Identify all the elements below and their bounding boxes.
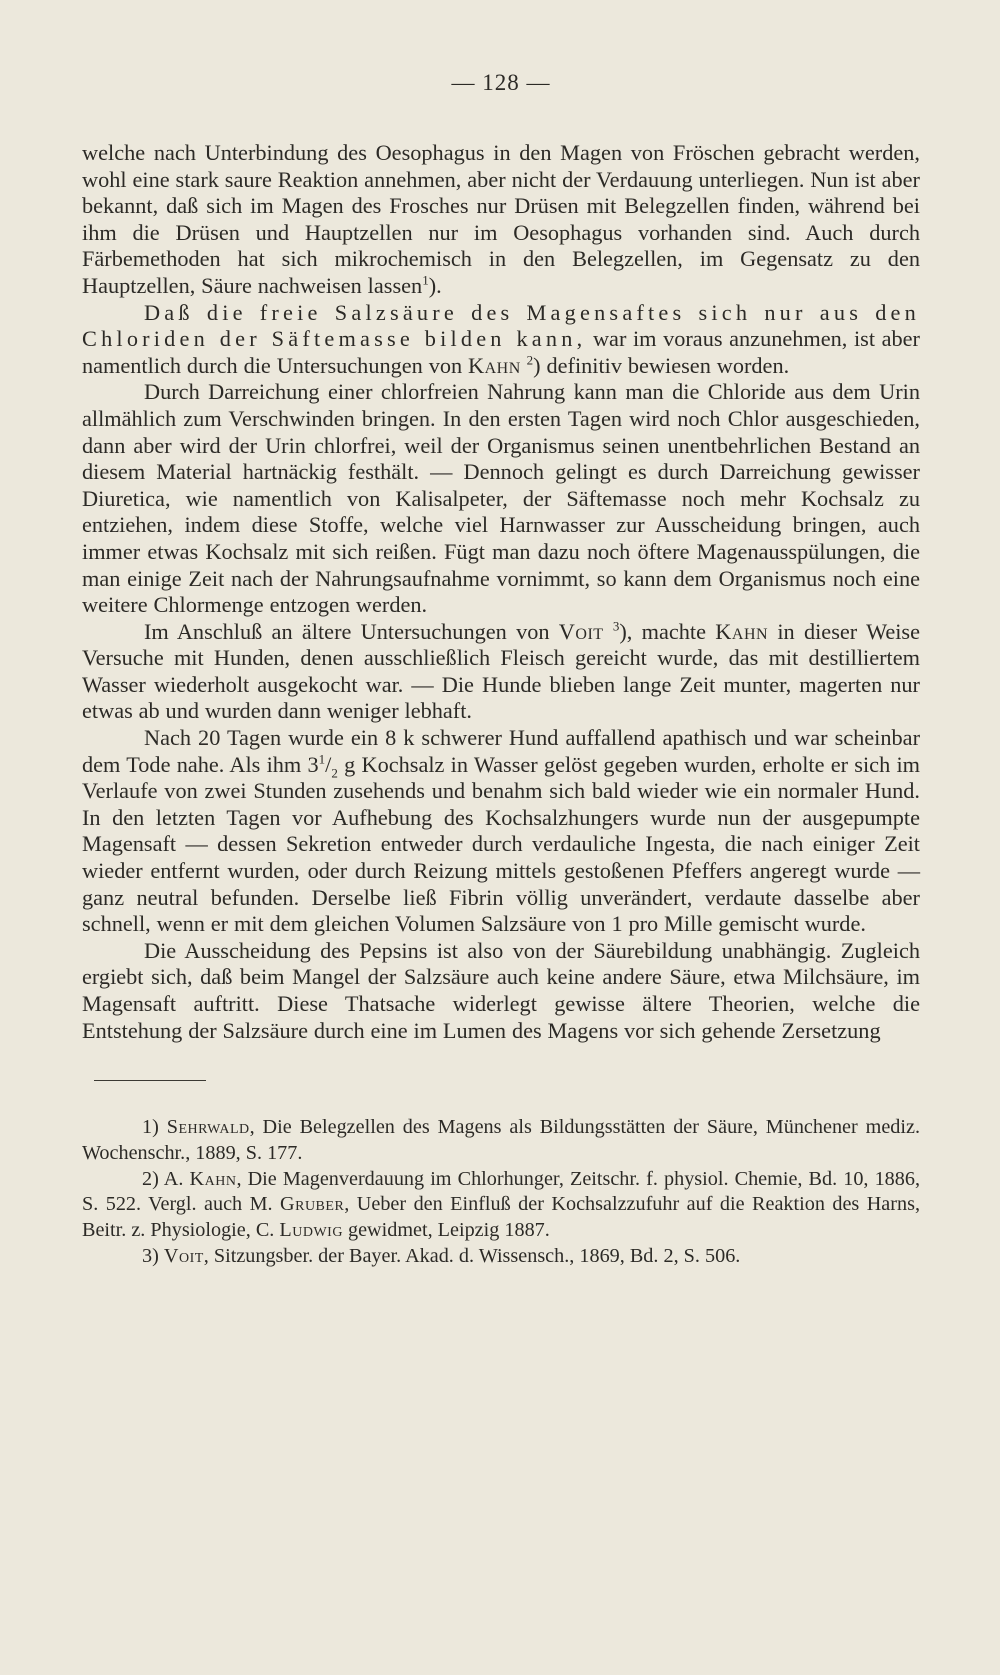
author-name: Kahn [468,352,521,378]
text-run: ), machte [619,618,716,644]
text-run: Im Anschluß an ältere Untersuchungen von [144,618,559,644]
footnote-separator [94,1080,206,1081]
footnote [82,1244,920,1270]
text-run: , Sitzungsber. der Bayer. Akad. d. Wissensch., 1869, Bd. 2, S. 506. [203,1244,741,1267]
footnote [82,1167,920,1244]
text-run: Nach 20 Tagen wurde ein 8 k schwerer Hund auffallend apathisch und war scheinbar dem Tode nahe. Als ihm 3 [82,725,920,777]
page-number-text: — 128 — [451,70,551,95]
text-run: Die Ausscheidung des Pepsins ist also von der Säurebildung unabhängig. Zugleich ergiebt sich, daß beim Mangel der Salzsäure auch keine andere Säure, etwa Milchsäure, im Magensaft auftritt. Diese Thatsache widerlegt gewisse ältere Theorien, welche die Entstehung der Salzsäure durch eine im Lumen des Magens vor sich gehende Zersetzung [82,937,920,1043]
paragraph [82,938,920,1044]
paragraph [82,140,920,300]
superscript: 2 [526,352,534,368]
superscript: 1 [422,272,429,288]
footnotes [82,1115,920,1269]
author-name: Gruber [280,1193,345,1216]
text-run [604,619,613,644]
page-number [82,70,920,96]
text-run: 3) [142,1244,164,1267]
author-name: Kahn [715,618,769,644]
paragraph [82,379,920,618]
author-name: Voit [163,1244,204,1267]
author-name: Voit [558,618,604,644]
paragraph [82,619,920,725]
main-text [82,140,920,1044]
text-run: in dieser Weise Versuche mit Hunden, denen ausschließlich Fleisch gereicht wurde, das mit destilliertem Wasser wiederholt ausgekocht war. — Die Hunde blieben lange Zeit munter, magerten nur etwas ab und wurden dann weniger lebhaft. [82,618,920,724]
paragraph [82,725,920,938]
text-run: Durch Darreichung einer chlorfreien Nahrung kann man die Chloride aus dem Urin allmählich zum Verschwinden bringen. In den ersten Tagen wird noch Chlor ausgeschieden, dann aber wird der Urin chlorfrei, weil der Organismus seinen unentbehrlichen Bestand an diesem Material hartnäckig festhält. — Dennoch gelingt es durch Darreichung gewisser Diuretica, wie namentlich von Kalisalpeter, der Säftemasse noch mehr Kochsalz zu entziehen, indem diese Stoffe, welche viel Harnwasser zur Ausscheidung bringen, auch immer etwas Kochsalz mit sich reißen. Fügt man dazu noch öftere Magenausspülungen, die man einige Zeit nach der Nahrungsaufnahme vornimmt, so kann dem Organismus noch eine weitere Chlormenge entzogen werden. [82,379,920,618]
superscript: 3 [612,618,620,634]
text-run: , Die Magenverdauung im Chlorhunger, Zeitschr. f. physiol. Chemie, Bd. 10, 1886, S. 522. Vergl. auch M. [82,1167,920,1216]
text-run: ). [428,272,442,298]
author-name: Ludwig [279,1219,343,1241]
paragraph [82,300,920,380]
subscript: 2 [331,765,338,781]
text-run: welche nach Unterbindung des Oesophagus in den Magen von Fröschen gebracht werden, wohl eine stark saure Reaktion annehmen, aber nicht der Verdauung unterliegen. Nun ist aber bekannt, daß sich im Magen des Frosches nur Drüsen mit Belegzellen finden, während bei ihm die Drüsen und Hauptzellen nur im Oesophagus vorhanden sind. Auch durch Färbemethoden hat sich mikrochemisch in den Belegzellen, im Gegensatz zu den Hauptzellen, Säure nachweisen lassen [82,140,920,298]
text-run: war im voraus anzunehmen, ist aber namentlich durch die Untersuchungen von [82,326,920,378]
text-run: 1) [142,1116,167,1139]
footnote [82,1115,920,1166]
text-run: gewidmet, Leipzig 1887. [342,1219,550,1241]
text-run: g Kochsalz in Wasser gelöst gegeben wurden, erholte er sich im Verlaufe von zwei Stunden zusehends und benahm sich bald wieder wie ein normaler Hund. In den letzten Tagen vor Aufhebung des Kochsalzhungers wurde nun der ausgepumpte Magensaft — dessen Sekretion entweder durch verdauliche Ingesta, die nach einiger Zeit wieder entfernt wurden, oder durch Reizung mittels gestoßenen Pfeffers angeregt wurde — ganz neutral befunden. Derselbe ließ Fibrin völlig unverändert, verdaute dasselbe aber schnell, wenn er mit dem gleichen Volumen Salzsäure von 1 pro Mille gemischt wurde. [82,751,921,937]
text-run: 2) A. [142,1167,190,1190]
author-name: Kahn [189,1167,237,1190]
text-run: , Die Belegzellen des Magens als Bildungsstätten der Säure, Münchener mediz. Wochenschr., 1889, S. 177. [82,1116,920,1164]
author-name: Sehrwald [166,1116,250,1139]
text-run: / [325,751,332,777]
text-run: ) definitiv bewiesen worden. [533,352,790,378]
emphasized-text: Daß die freie Salzsäure des Magensaftes sich nur aus den Chloriden der Säftemasse bilden kann, [82,299,920,352]
text-run: , Ueber den Einfluß der Kochsalzzufuhr auf die Reaktion des Harns, Beitr. z. Physiologie, C. [82,1193,920,1241]
superscript: 1 [318,751,326,767]
